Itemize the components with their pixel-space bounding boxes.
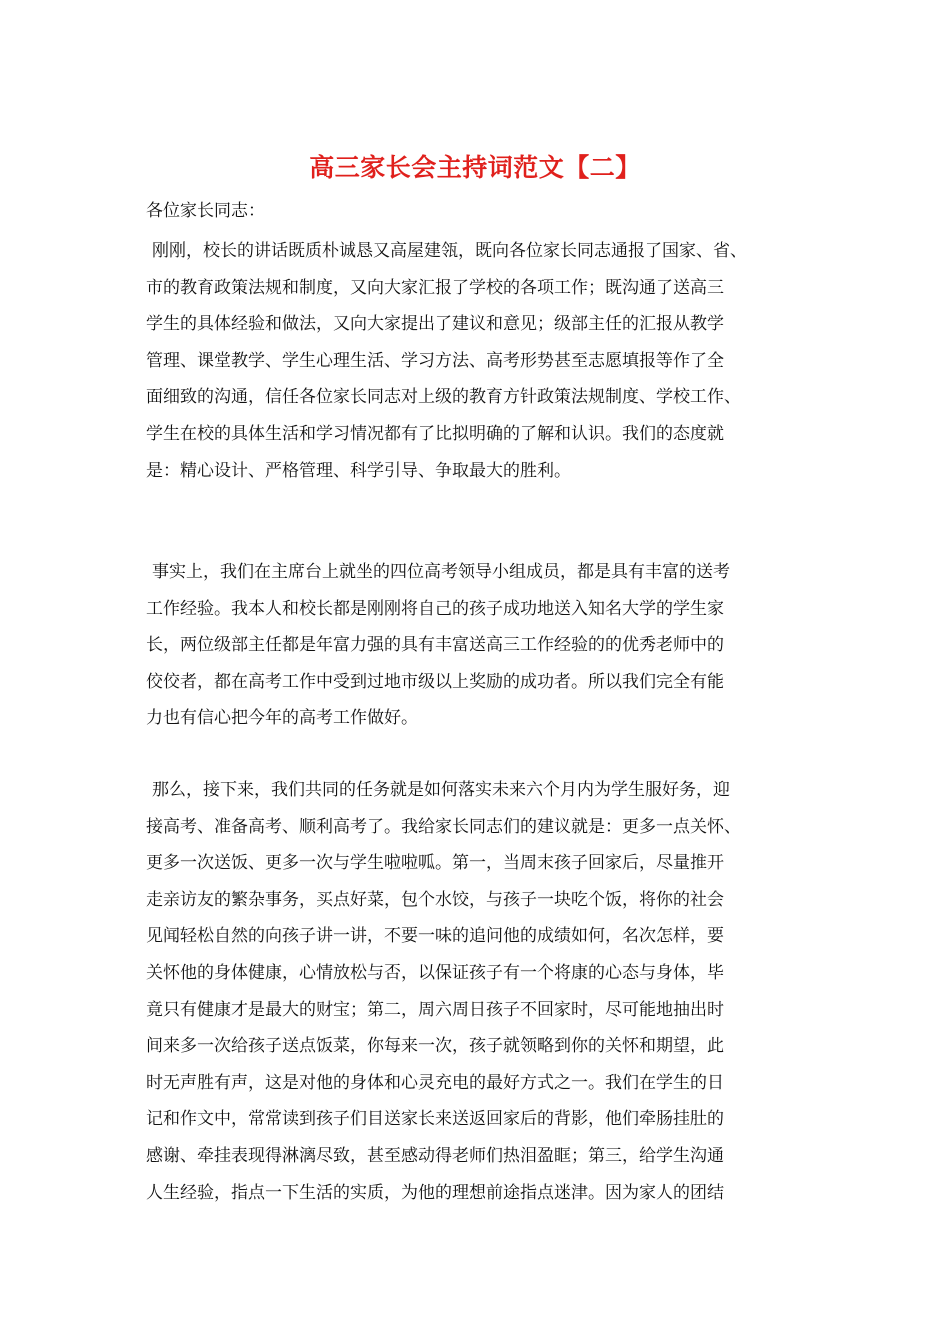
paragraph-line: 佼佼者，都在高考工作中受到过地市级以上奖励的成功者。所以我们完全有能 (146, 671, 724, 692)
paragraph-line: 走亲访友的繁杂事务，买点好菜，包个水饺，与孩子一块吃个饭，将你的社会 (146, 889, 724, 910)
paragraph-line: 事实上，我们在主席台上就坐的四位高考领导小组成员，都是具有丰富的送考 (152, 562, 730, 582)
paragraph-line: 刚刚，校长的讲话既质朴诚恳又高屋建瓴，既向各位家长同志通报了国家、省、 (152, 241, 747, 261)
paragraph-2 (146, 554, 826, 737)
paragraph-line: 力也有信心把今年的高考工作做好。 (146, 708, 418, 729)
paragraph-line: 面细致的沟通，信任各位家长同志对上级的教育方针政策法规制度、学校工作、 (146, 387, 741, 408)
paragraph-line: 竟只有健康才是最大的财宝；第二，周六周日孩子不回家时，尽可能地抽出时 (146, 999, 724, 1020)
paragraph-line: 是：精心设计、严格管理、科学引导、争取最大的胜利。 (146, 460, 571, 481)
paragraph-3 (146, 772, 826, 1211)
paragraph-1 (146, 233, 826, 489)
paragraph-line: 感谢、牵挂表现得淋漓尽致，甚至感动得老师们热泪盈眶；第三，给学生沟通 (146, 1145, 724, 1166)
paragraph-line: 接高考、准备高考、顺利高考了。我给家长同志们的建议就是：更多一点关怀、 (146, 816, 741, 837)
paragraph-line: 时无声胜有声，这是对他的身体和心灵充电的最好方式之一。我们在学生的日 (146, 1072, 724, 1093)
paragraph-line: 市的教育政策法规和制度，又向大家汇报了学校的各项工作；既沟通了送高三 (146, 277, 724, 298)
paragraph-line: 学生的具体经验和做法，又向大家提出了建议和意见；级部主任的汇报从教学 (146, 314, 724, 335)
paragraph-line: 间来多一次给孩子送点饭菜，你每来一次，孩子就领略到你的关怀和期望，此 (146, 1036, 724, 1057)
paragraph-line: 记和作文中，常常读到孩子们目送家长来送返回家后的背影，他们牵肠挂肚的 (146, 1109, 724, 1130)
paragraph-line: 管理、课堂教学、学生心理生活、学习方法、高考形势甚至志愿填报等作了全 (146, 350, 724, 371)
paragraph-line: 关怀他的身体健康，心情放松与否，以保证孩子有一个将康的心态与身体，毕 (146, 962, 724, 983)
paragraph-line: 那么，接下来，我们共同的任务就是如何落实未来六个月内为学生服好务，迎 (152, 780, 730, 800)
paragraph-line: 工作经验。我本人和校长都是刚刚将自己的孩子成功地送入知名大学的学生家 (146, 598, 724, 619)
paragraph-line: 见闻轻松自然的向孩子讲一讲，不要一味的追问他的成绩如何，名次怎样，要 (146, 926, 724, 947)
paragraph-line: 学生在校的具体生活和学习情况都有了比拟明确的了解和认识。我们的态度就 (146, 423, 724, 444)
paragraph-line: 更多一次送饭、更多一次与学生啦啦呱。第一，当周末孩子回家后，尽量推开 (146, 853, 724, 874)
document-title: 高三家长会主持词范文【二】 (309, 153, 641, 182)
paragraph-line: 长，两位级部主任都是年富力强的具有丰富送高三工作经验的的优秀老师中的 (146, 635, 724, 656)
greeting-line: 各位家长同志： (146, 201, 265, 221)
paragraph-line: 人生经验，指点一下生活的实质，为他的理想前途指点迷津。因为家人的团结 (146, 1182, 724, 1203)
